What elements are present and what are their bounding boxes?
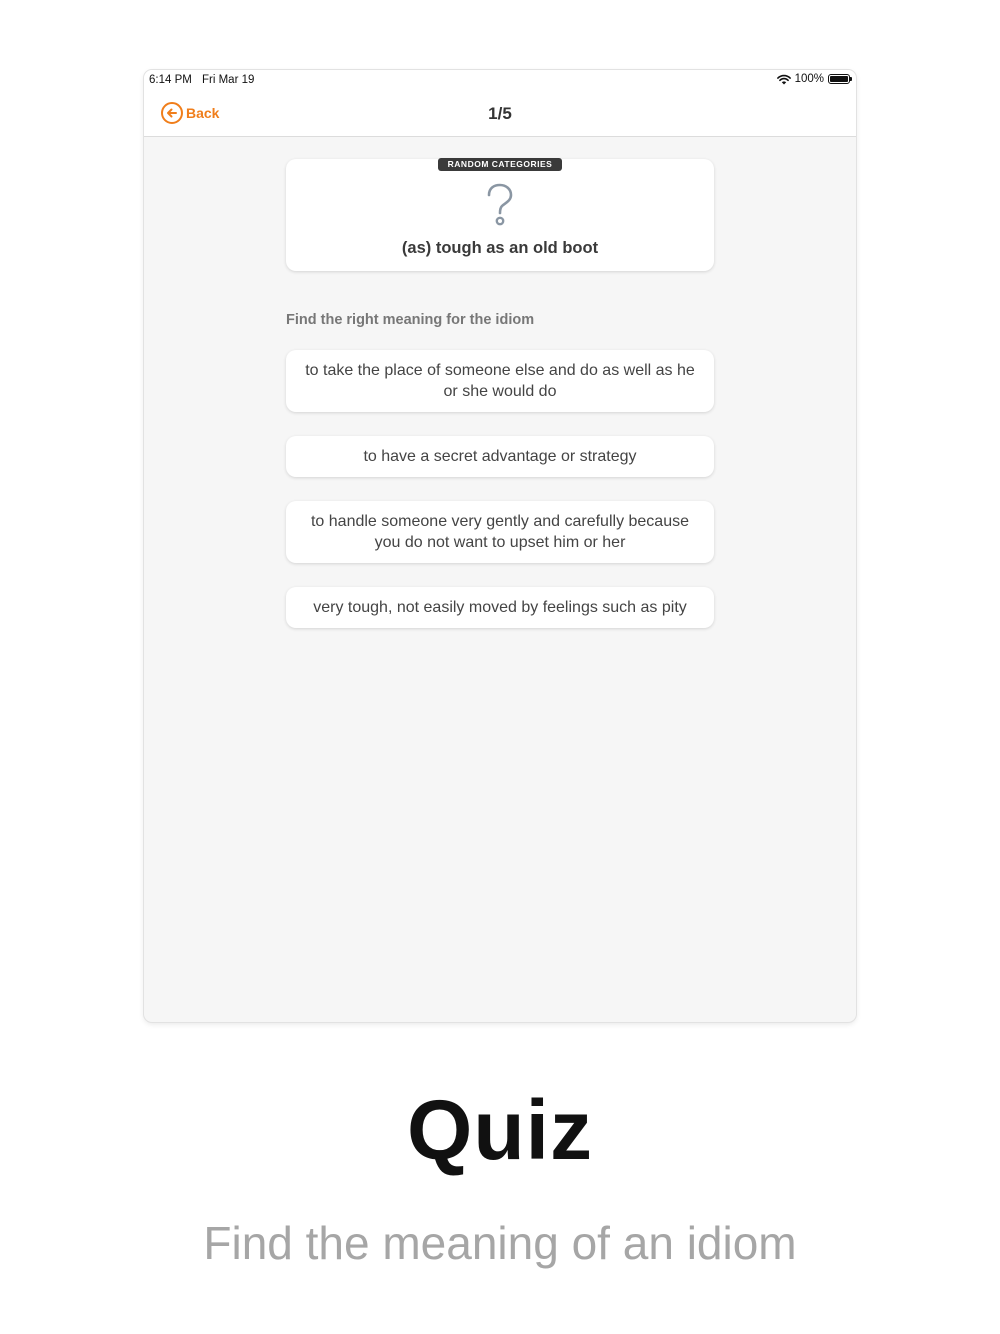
answer-option[interactable]: to take the place of someone else and do as well as he or she would do: [286, 350, 714, 412]
wifi-icon: [777, 74, 791, 85]
idiom-text: (as) tough as an old boot: [401, 239, 599, 257]
back-label: Back: [186, 105, 220, 121]
status-date: Fri Mar 19: [202, 74, 255, 86]
quiz-prompt: Find the right meaning for the idiom: [286, 312, 535, 328]
caption-subtitle: Find the meaning of an idiom: [203, 1217, 797, 1269]
caption-title: Quiz: [407, 1083, 593, 1177]
question-mark-icon: [485, 183, 515, 227]
status-bar: [144, 70, 856, 92]
quiz-progress: 1/5: [488, 104, 512, 123]
battery-icon: [828, 74, 850, 84]
device-screen: [144, 70, 856, 1022]
category-badge: RANDOM CATEGORIES: [438, 158, 562, 171]
answer-option[interactable]: to have a secret advantage or strategy: [286, 436, 714, 477]
status-indicators: [777, 73, 850, 85]
battery-percent: 100%: [794, 73, 824, 85]
answer-option[interactable]: very tough, not easily moved by feelings such as pity: [286, 587, 714, 628]
idiom-card: [286, 159, 714, 271]
answer-option[interactable]: to handle someone very gently and carefully because you do not want to upset him or her: [286, 501, 714, 563]
status-time: 6:14 PM: [149, 74, 192, 86]
navigation-bar: [144, 92, 856, 137]
